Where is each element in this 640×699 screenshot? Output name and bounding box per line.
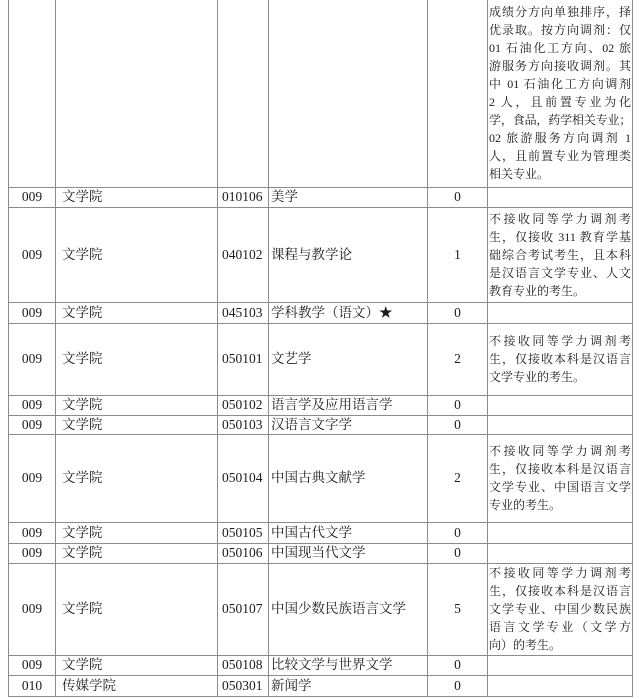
table-row <box>9 0 633 187</box>
table-row <box>9 543 633 563</box>
note-cell <box>488 395 633 415</box>
table-row <box>9 675 633 696</box>
major-name-cell: 语言学及应用语言学 <box>269 395 428 415</box>
major-code-cell: 050108 <box>218 655 269 675</box>
note-line: 专业的考生。 <box>489 498 562 512</box>
college-name-cell: 文学院 <box>56 563 218 655</box>
note-line: 相关专业。 <box>489 167 550 182</box>
major-name-cell: 比较文学与世界文学 <box>269 655 428 675</box>
note-line: 不接收同等学力调剂考 <box>489 444 631 458</box>
college-code-cell: 009 <box>9 302 56 323</box>
college-code-cell: 009 <box>9 187 56 207</box>
note-line: 向）的考生。 <box>489 638 562 652</box>
major-code-cell: 050107 <box>218 563 269 655</box>
count-cell: 0 <box>428 655 488 675</box>
college-name-cell: 文学院 <box>56 543 218 563</box>
note-line: 不接收同等学力调剂考 <box>489 334 631 348</box>
college-name-cell: 文学院 <box>56 434 218 522</box>
college-code-cell: 009 <box>9 434 56 522</box>
note-line: 中 01 石油化工方向调剂 <box>489 77 631 92</box>
note-cell <box>488 543 633 563</box>
note-line: 01 石油化工方向、02 旅 <box>489 41 631 56</box>
count-cell: 0 <box>428 395 488 415</box>
major-code-cell: 010106 <box>218 187 269 207</box>
major-name-cell <box>269 0 428 187</box>
count-cell: 0 <box>428 522 488 543</box>
count-cell: 0 <box>428 415 488 434</box>
note-line: 生，仅接收本科是汉语言 <box>489 352 631 366</box>
count-cell: 0 <box>428 302 488 323</box>
note-line: 游服务方向接收调剂。其 <box>489 59 631 74</box>
note-line: 础综合考试考生，且本科 <box>489 247 631 262</box>
count-cell: 0 <box>428 187 488 207</box>
note-line: 文学专业的考生。 <box>489 370 586 384</box>
table-row <box>9 415 633 434</box>
major-name-cell: 学科教学（语文）★ <box>269 302 428 323</box>
note-line: 文学专业、中国语言文学 <box>489 480 631 494</box>
major-code-cell: 045103 <box>218 302 269 323</box>
note-line: 不接收同等学力调剂考 <box>489 566 631 580</box>
college-code-cell: 009 <box>9 543 56 563</box>
major-code-cell: 040102 <box>218 207 269 302</box>
college-name-cell: 文学院 <box>56 415 218 434</box>
note-line: 2 人，且前置专业为化 <box>489 95 631 110</box>
college-name-cell: 文学院 <box>56 522 218 543</box>
major-name-cell: 中国古典文献学 <box>269 434 428 522</box>
note-cell <box>488 207 633 302</box>
major-code-cell: 050106 <box>218 543 269 563</box>
college-name-cell: 文学院 <box>56 207 218 302</box>
count-cell: 2 <box>428 434 488 522</box>
note-cell <box>488 0 633 187</box>
note-line: 优录取。按方向调剂：仅 <box>489 23 631 38</box>
major-code-cell: 050105 <box>218 522 269 543</box>
note-cell <box>488 302 633 323</box>
count-cell: 0 <box>428 543 488 563</box>
note-cell <box>488 434 633 522</box>
note-cell <box>488 563 633 655</box>
table-row <box>9 563 633 655</box>
note-cell <box>488 522 633 543</box>
count-cell: 1 <box>428 207 488 302</box>
table-row <box>9 434 633 522</box>
note-line: 人，且前置专业为管理类 <box>489 149 631 164</box>
major-name-cell: 新闻学 <box>269 675 428 696</box>
note-line: 不接收同等学力调剂考 <box>489 211 631 226</box>
note-line: 02 旅游服务方向调剂 1 <box>489 131 631 146</box>
note-line: 生，仅接收本科是汉语言 <box>489 584 631 598</box>
note-line: 学，食品，药学相关专业； <box>489 113 631 128</box>
college-code-cell: 009 <box>9 395 56 415</box>
college-code-cell: 009 <box>9 522 56 543</box>
major-code-cell: 050101 <box>218 323 269 395</box>
college-code-cell: 010 <box>9 675 56 696</box>
college-code-cell: 009 <box>9 323 56 395</box>
note-cell <box>488 415 633 434</box>
table-row <box>9 207 633 302</box>
count-cell: 5 <box>428 563 488 655</box>
table-row <box>9 395 633 415</box>
major-name-cell: 中国少数民族语言文学 <box>269 563 428 655</box>
college-name-cell: 文学院 <box>56 323 218 395</box>
table-row <box>9 522 633 543</box>
table-row <box>9 323 633 395</box>
note-cell <box>488 655 633 675</box>
note-cell <box>488 323 633 395</box>
note-line: 教育专业的考生。 <box>489 283 586 298</box>
major-code-cell: 050103 <box>218 415 269 434</box>
college-code-cell: 009 <box>9 655 56 675</box>
college-code-cell: 009 <box>9 563 56 655</box>
table-row <box>9 187 633 207</box>
college-name-cell <box>56 0 218 187</box>
college-name-cell: 文学院 <box>56 187 218 207</box>
note-line: 生，仅接收 311 教育学基 <box>489 229 631 244</box>
major-code-cell: 050301 <box>218 675 269 696</box>
major-name-cell: 美学 <box>269 187 428 207</box>
college-name-cell: 文学院 <box>56 655 218 675</box>
count-cell <box>428 0 488 187</box>
college-name-cell: 传媒学院 <box>56 675 218 696</box>
note-cell <box>488 675 633 696</box>
college-code-cell <box>9 0 56 187</box>
major-name-cell: 汉语言文字学 <box>269 415 428 434</box>
count-cell: 2 <box>428 323 488 395</box>
table-row <box>9 655 633 675</box>
college-name-cell: 文学院 <box>56 395 218 415</box>
major-name-cell: 课程与教学论 <box>269 207 428 302</box>
table-row <box>9 302 633 323</box>
note-cell <box>488 187 633 207</box>
major-code-cell <box>218 0 269 187</box>
note-line: 语言文学专业（文学方 <box>489 620 631 634</box>
college-code-cell: 009 <box>9 207 56 302</box>
major-name-cell: 文艺学 <box>269 323 428 395</box>
count-cell: 0 <box>428 675 488 696</box>
major-code-cell: 050104 <box>218 434 269 522</box>
admission-table <box>8 0 633 697</box>
note-line: 文学专业、中国少数民族 <box>489 602 631 616</box>
major-code-cell: 050102 <box>218 395 269 415</box>
note-line: 是汉语言文学专业、人文 <box>489 265 631 280</box>
note-line: 成绩分方向单独排序，择 <box>489 5 631 20</box>
college-name-cell: 文学院 <box>56 302 218 323</box>
major-name-cell: 中国现当代文学 <box>269 543 428 563</box>
major-name-cell: 中国古代文学 <box>269 522 428 543</box>
note-line: 生，仅接收本科是汉语言 <box>489 462 631 476</box>
college-code-cell: 009 <box>9 415 56 434</box>
